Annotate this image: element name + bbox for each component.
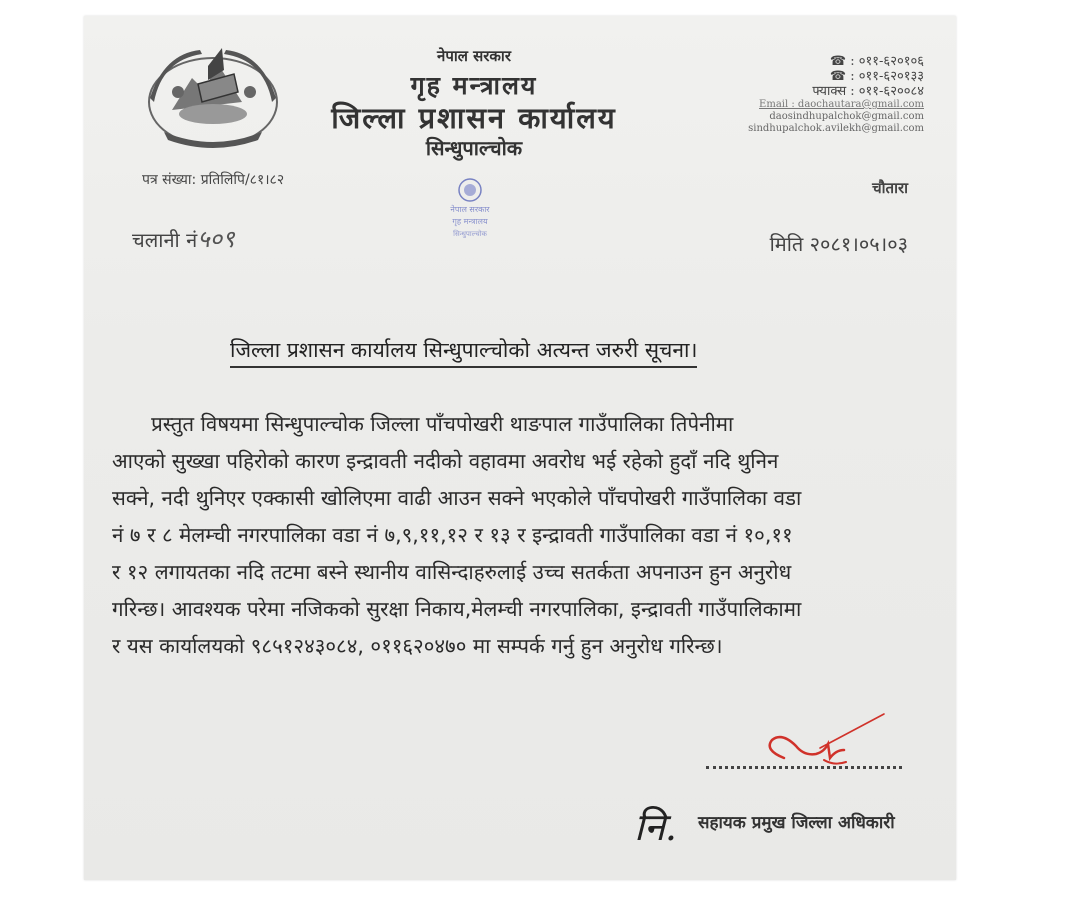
office-name: जिल्ला प्रशासन कार्यालय [331, 101, 617, 135]
notice-subject: जिल्ला प्रशासन कार्यालय सिन्धुपाल्चोको अत्यन्त जरुरी सूचना। [230, 336, 697, 368]
body-line: नं ७ र ८ मेलम्ची नगरपालिका वडा नं ७,९,११,१२ र १३ र इन्द्रावती गाउँपालिका वडा नं १०,११ [112, 523, 793, 547]
phone-2: ☎ : ०११-६२०१३३ [829, 69, 924, 84]
signature-mark [724, 710, 894, 780]
notice-document [84, 16, 956, 880]
body-line: र यस कार्यालयको ९८५१२४३०८४, ०११६२०४७० मा सम्पर्क गर्नु हुन अनुरोध गरिन्छ। [112, 634, 723, 658]
email-3: sindhupalchok.avilekh@gmail.com [748, 123, 924, 134]
district-name: सिन्धुपाल्चोक [425, 136, 523, 160]
body-line: गरिन्छ। आवश्यक परेमा नजिकको सुरक्षा निकाय,मेलम्ची नगरपालिका, इन्द्रावती गाउँपालिकामा [112, 597, 802, 621]
place-name: चौतारा [872, 179, 908, 197]
body-line: र १२ लगायतका नदि तटमा बस्ने स्थानीय वासिन्दाहरुलाई उच्च सतर्कता अपनाउन हुन अनुरोध [112, 560, 792, 584]
body-line: आएको सुख्खा पहिरोको कारण इन्द्रावती नदीको वहावमा अवरोध भई रहेको हुदाँ नदि थुनिन [112, 449, 779, 473]
dispatch-label: चलानी नं [132, 228, 198, 252]
notice-date: मिति २०८१।०५।०३ [769, 232, 908, 256]
fax-number: फ्याक्स : ०११-६२००८४ [812, 84, 924, 99]
contact-block [748, 54, 924, 135]
government-name: नेपाल सरकार [437, 47, 511, 65]
ministry-name: गृह मन्त्रालय [410, 71, 538, 100]
notice-body [112, 406, 930, 665]
office-stamp [436, 176, 506, 256]
phone-1: ☎ : ०११-६२०१०६ [829, 54, 924, 69]
dispatch-number [132, 222, 235, 255]
stamp-line-1: नेपाल सरकार [450, 205, 490, 214]
dispatch-value: ५०९ [197, 225, 235, 253]
signatory-designation: सहायक प्रमुख जिल्ला अधिकारी [698, 813, 895, 833]
email-1: Email : daochautara@gmail.com [759, 99, 924, 110]
body-line: प्रस्तुत विषयमा सिन्धुपाल्चोक जिल्ला पाँचपोखरी थाङपाल गाउँपालिका तिपेनीमा [112, 412, 734, 436]
signature-line [706, 766, 902, 769]
reference-number: पत्र संख्या: प्रतिलिपि/८१।८२ [142, 172, 285, 188]
stamp-line-3: सिन्धुपाल्चोक [453, 230, 487, 238]
stamp-line-2: गृह मन्त्रालय [452, 217, 488, 226]
signature-prefix: नि. [634, 805, 678, 849]
email-2: daosindhupalchok@gmail.com [769, 111, 924, 122]
body-line: सक्ने, नदी थुनिएर एक्कासी खोलिएमा वाढी आउन सक्ने भएकोले पाँचपोखरी गाउँपालिका वडा [112, 486, 802, 510]
nepal-emblem-logo [142, 40, 284, 150]
